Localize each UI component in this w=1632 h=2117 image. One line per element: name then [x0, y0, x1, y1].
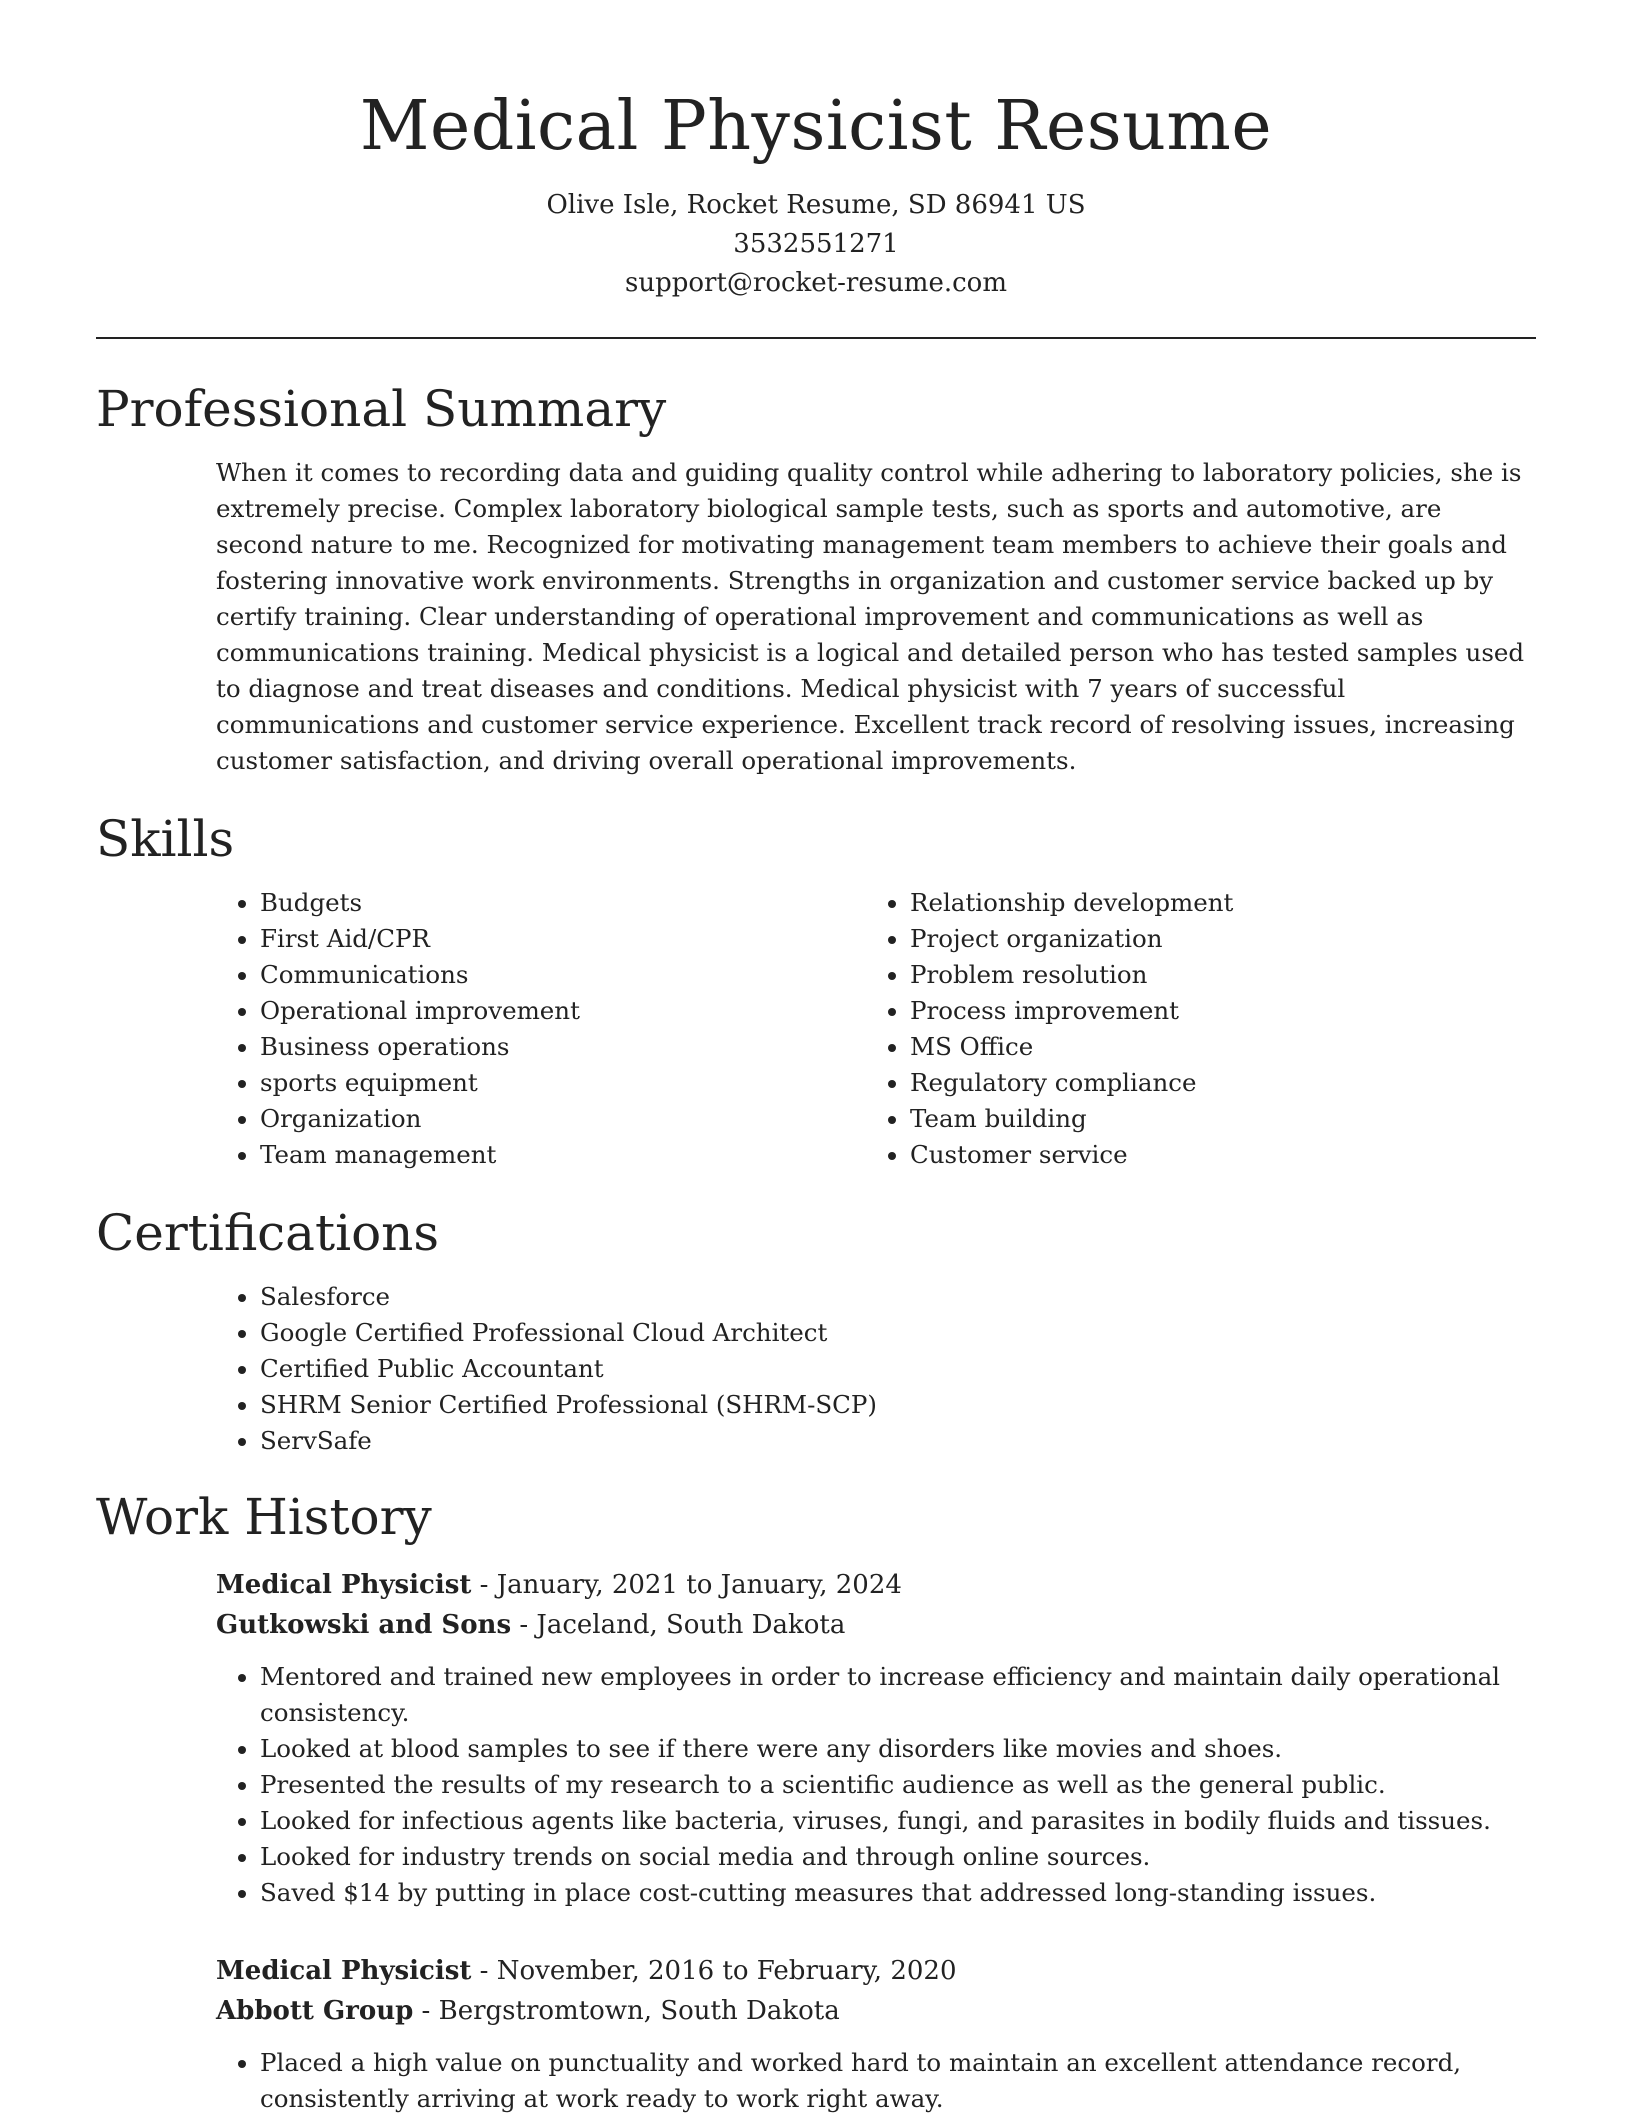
certification-item: • Salesforce	[260, 1279, 1536, 1315]
job-company: Abbott Group	[216, 1996, 414, 2026]
job-title: Medical Physicist	[216, 1570, 472, 1600]
skill-item: • Team management	[260, 1137, 866, 1173]
work-history-heading: Work History	[96, 1488, 432, 1546]
header-divider	[96, 337, 1536, 339]
certifications-heading: Certifications	[96, 1204, 440, 1262]
skills-list-right	[866, 885, 1516, 1173]
skill-item: • sports equipment	[260, 1065, 866, 1101]
skill-item: • Business operations	[260, 1029, 866, 1065]
skill-item: • Budgets	[260, 885, 866, 921]
skill-item: • Project organization	[910, 921, 1516, 957]
job-dates: - November, 2016 to February, 2020	[471, 1956, 957, 1986]
work-history-section	[96, 1485, 1536, 2117]
skill-item: • MS Office	[910, 1029, 1516, 1065]
skill-item: • Process improvement	[910, 993, 1516, 1029]
job-entry	[216, 1951, 1536, 2117]
skill-item: • Communications	[260, 957, 866, 993]
skills-column-left	[216, 885, 866, 1173]
certification-item: • Google Certified Professional Cloud Architect	[260, 1315, 1536, 1351]
job-company: Gutkowski and Sons	[216, 1610, 512, 1640]
skill-item: • Team building	[910, 1101, 1516, 1137]
job-bullet: • Presented the results of my research to a scientific audience as well as the general public.	[260, 1767, 1536, 1803]
job-bullet: • Looked for industry trends on social media and through online sources.	[260, 1839, 1536, 1875]
skills-section	[96, 807, 1536, 1173]
skill-item: • Relationship development	[910, 885, 1516, 921]
contact-info	[96, 186, 1536, 303]
email-text: support@rocket-resume.com	[624, 268, 1007, 298]
job-bullets	[216, 2045, 1536, 2117]
job-bullet: • Mentored and trained new employees in order to increase efficiency and maintain daily operational consistency.	[260, 1659, 1536, 1731]
summary-heading: Professional Summary	[96, 380, 667, 438]
job-title-line	[216, 1951, 1536, 1991]
resume-header	[96, 0, 1536, 303]
certification-item: • ServSafe	[260, 1423, 1536, 1459]
skill-item: • First Aid/CPR	[260, 921, 866, 957]
job-dates: - January, 2021 to January, 2024	[471, 1570, 902, 1600]
certifications-list	[216, 1279, 1536, 1459]
job-bullet: • Placed a high value on punctuality and worked hard to maintain an excellent attendance record, consistently arriving at work ready to work right away.	[260, 2045, 1536, 2117]
skill-item: • Operational improvement	[260, 993, 866, 1029]
job-company-line	[216, 1991, 1536, 2031]
certifications-section	[96, 1201, 1536, 1459]
phone-text: 3532551271	[733, 229, 899, 259]
summary-text: When it comes to recording data and guiding quality control while adhering to laboratory policies, she is extremely precise. Complex laboratory biological sample tests, such as sports and automotive, are second nature to me. Recognized for motivating management team members to achieve their goals and fostering innovative work environments. Strengths in organization and customer service backed up by certify training. Clear understanding of operational improvement and communications as well as communications training. Medical physicist is a logical and detailed person who has tested samples used to diagnose and treat diseases and conditions. Medical physicist with 7 years of successful communications and customer service experience. Excellent track record of resolving issues, increasing customer satisfaction, and driving overall operational improvements.	[216, 458, 1525, 775]
certification-item: • Certified Public Accountant	[260, 1351, 1536, 1387]
job-bullet: • Looked for infectious agents like bacteria, viruses, fungi, and parasites in bodily fluids and tissues.	[260, 1803, 1536, 1839]
job-title-line	[216, 1565, 1536, 1605]
address-text: Olive Isle, Rocket Resume, SD 86941 US	[546, 190, 1086, 220]
job-location: - Bergstromtown, South Dakota	[413, 1996, 840, 2026]
job-bullet: • Saved $14 by putting in place cost-cutting measures that addressed long-standing issues.	[260, 1875, 1536, 1911]
page-title: Medical Physicist Resume	[359, 87, 1273, 166]
job-entry	[216, 1565, 1536, 1911]
skills-columns	[216, 885, 1536, 1173]
job-title: Medical Physicist	[216, 1956, 472, 1986]
skills-list-left	[216, 885, 866, 1173]
skill-item: • Customer service	[910, 1137, 1516, 1173]
job-bullet: • Looked at blood samples to see if there were any disorders like movies and shoes.	[260, 1731, 1536, 1767]
skills-column-right	[866, 885, 1516, 1173]
resume-page	[96, 0, 1536, 2117]
summary-section	[96, 377, 1536, 779]
skill-item: • Regulatory compliance	[910, 1065, 1516, 1101]
certification-item: • SHRM Senior Certified Professional (SHRM-SCP)	[260, 1387, 1536, 1423]
skill-item: • Organization	[260, 1101, 866, 1137]
job-location: - Jaceland, South Dakota	[511, 1610, 846, 1640]
skills-heading: Skills	[96, 810, 235, 868]
job-bullets	[216, 1659, 1536, 1911]
certifications-list-wrap	[216, 1279, 1536, 1459]
job-company-line	[216, 1605, 1536, 1645]
skill-item: • Problem resolution	[910, 957, 1516, 993]
